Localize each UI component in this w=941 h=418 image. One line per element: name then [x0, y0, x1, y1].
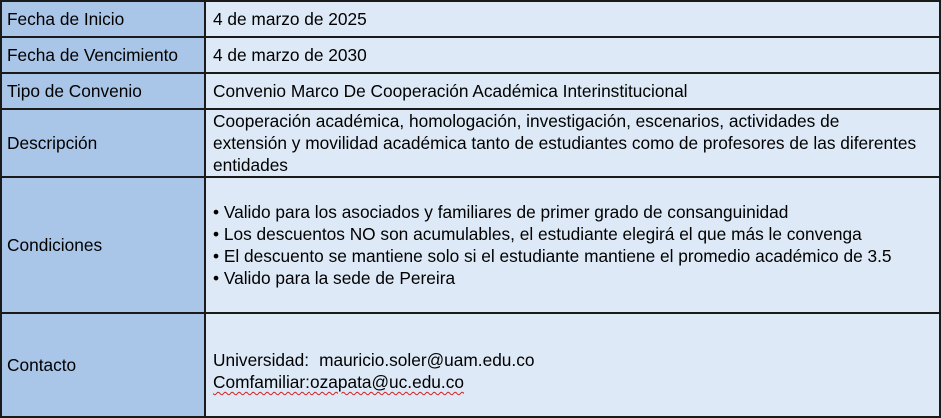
end-date-value: 4 de marzo de 2030 — [205, 37, 940, 73]
comfamiliar-contact-line — [213, 371, 917, 393]
table-row-end-date — [1, 37, 940, 73]
contact-label: Contacto — [1, 313, 205, 417]
end-date-label: Fecha de Vencimiento — [1, 37, 205, 73]
table-row-agreement-type — [1, 73, 940, 109]
condition-item: • Valido para la sede de Pereira — [213, 268, 456, 288]
start-date-value: 4 de marzo de 2025 — [205, 1, 940, 37]
table-row-conditions — [1, 177, 940, 313]
table-row-start-date — [1, 1, 940, 37]
table-row-contact — [1, 313, 940, 417]
comfamiliar-email-link[interactable]: ozapata@uc.edu.co — [309, 372, 464, 392]
comfamiliar-label: Comfamiliar: — [213, 372, 310, 392]
agreement-type-value: Convenio Marco De Cooperación Académica Interinstitucional — [205, 73, 940, 109]
university-contact-line — [213, 349, 917, 371]
university-email-link[interactable]: mauricio.soler@uam.edu.co — [319, 350, 535, 370]
start-date-label: Fecha de Inicio — [1, 1, 205, 37]
table-row-description — [1, 109, 940, 177]
condition-item: • Valido para los asociados y familiares de primer grado de consanguinidad — [213, 202, 789, 222]
condition-item: • El descuento se mantiene solo si el estudiante mantiene el promedio académico de 3.5 — [213, 246, 892, 266]
description-label: Descripción — [1, 109, 205, 177]
conditions-value — [205, 177, 940, 313]
contact-value — [205, 313, 940, 417]
description-value: Cooperación académica, homologación, investigación, escenarios, actividades de extensión y movilidad académica tanto de estudiantes como de profesores de las diferentes entidades — [205, 109, 940, 177]
conditions-label: Condiciones — [1, 177, 205, 313]
condition-item: • Los descuentos NO son acumulables, el estudiante elegirá el que más le convenga — [213, 224, 862, 244]
agreement-type-label: Tipo de Convenio — [1, 73, 205, 109]
university-label: Universidad: — [213, 350, 310, 370]
